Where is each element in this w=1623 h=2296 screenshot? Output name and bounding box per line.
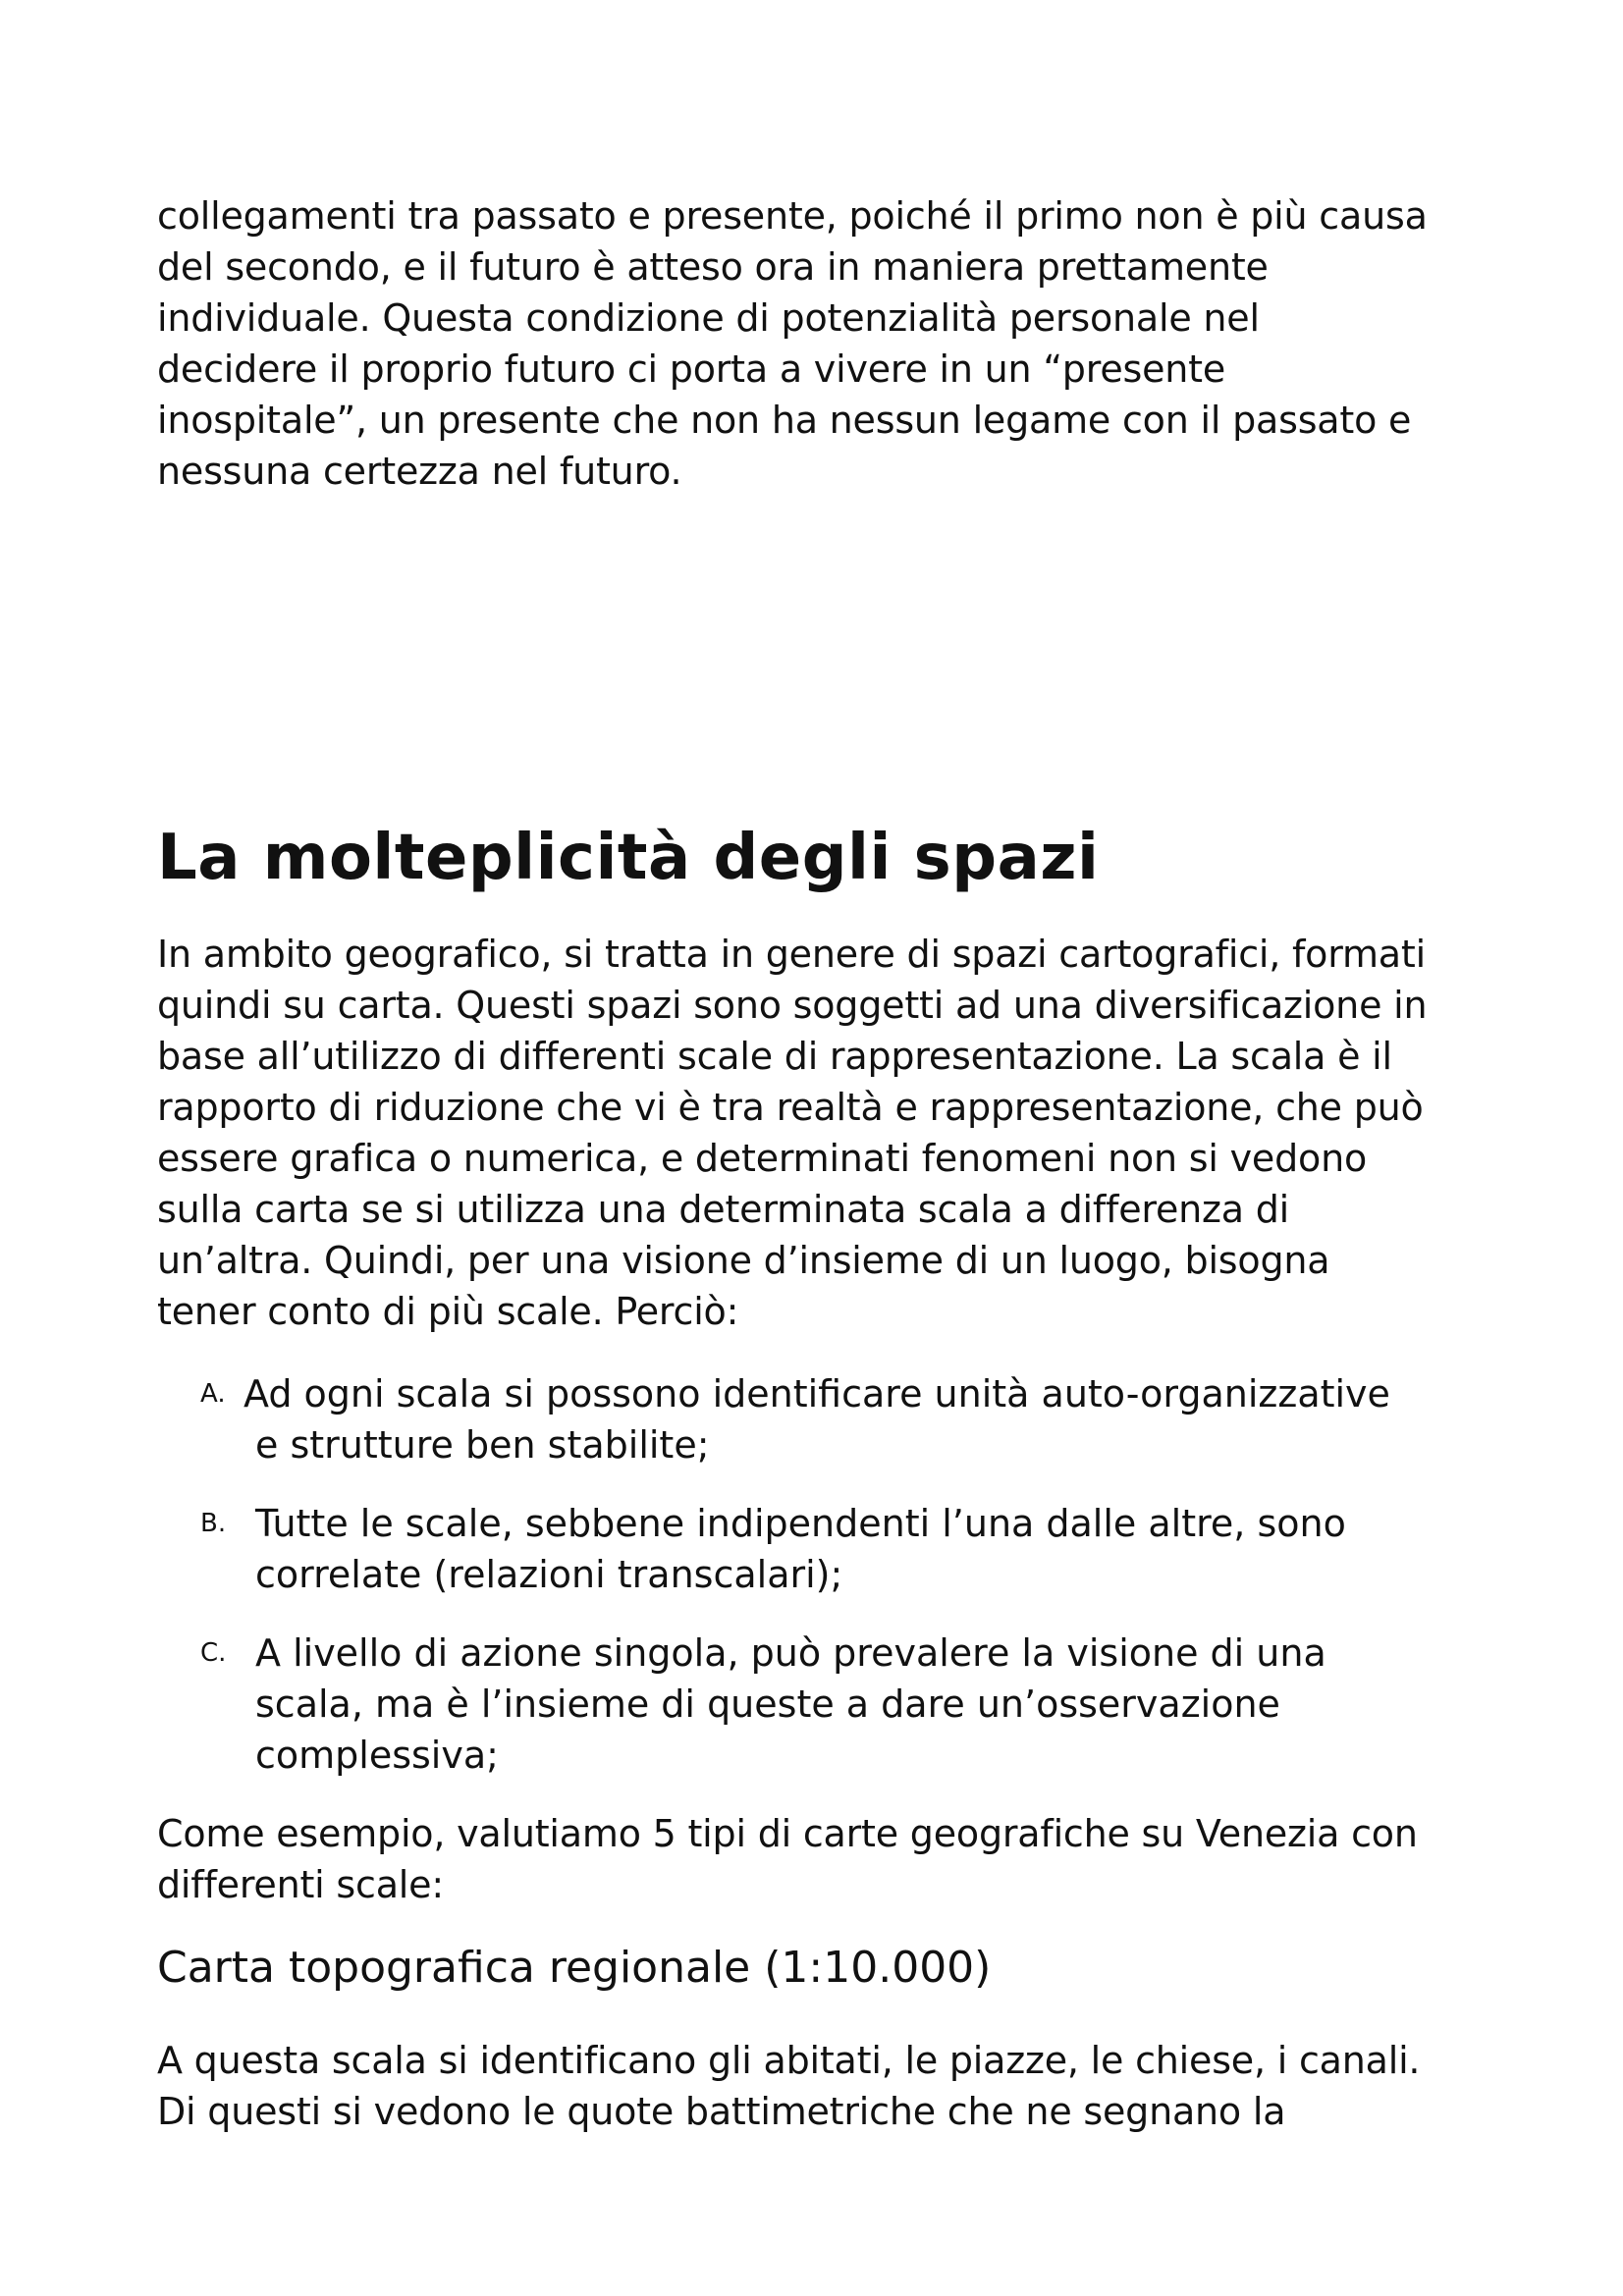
- paragraph-example: [157, 1808, 1492, 1910]
- text-line: In ambito geografico, si tratta in genere di spazi cartografici, formati: [157, 933, 1426, 976]
- list-item-text: [243, 1368, 1390, 1470]
- text-line: Come esempio, valutiamo 5 tipi di carte geografiche su Venezia con: [157, 1812, 1418, 1855]
- text-line: del secondo, e il futuro è atteso ora in maniera prettamente: [157, 245, 1269, 289]
- text-line: A livello di azione singola, può prevalere la visione di una: [255, 1631, 1326, 1675]
- text-line: decidere il proprio futuro ci porta a vivere in un “presente: [157, 347, 1226, 391]
- text-line: scala, ma è l’insieme di queste a dare un’osservazione: [255, 1682, 1280, 1726]
- list-marker: C.: [200, 1638, 227, 1668]
- subsection-heading: Carta topografica regionale (1:10.000): [157, 1943, 992, 1993]
- paragraph-scales: [157, 929, 1492, 1337]
- text-line: correlate (relazioni transcalari);: [255, 1553, 843, 1596]
- text-line: e strutture ben stabilite;: [255, 1423, 710, 1467]
- paragraph-intro-continuation: [157, 190, 1492, 497]
- list-item-text: [255, 1628, 1326, 1781]
- list-item-text: [255, 1498, 1346, 1600]
- paragraph-topographic: [157, 2035, 1492, 2137]
- list-marker: A.: [200, 1379, 226, 1409]
- text-line: Di questi si vedono le quote battimetriche che ne segnano la: [157, 2090, 1286, 2133]
- list-marker: B.: [200, 1509, 227, 1538]
- text-line: differenti scale:: [157, 1863, 444, 1906]
- text-line: inospitale”, un presente che non ha nessun legame con il passato e: [157, 399, 1412, 442]
- text-line: tener conto di più scale. Perciò:: [157, 1290, 739, 1333]
- text-line: base all’utilizzo di differenti scale di rappresentazione. La scala è il: [157, 1035, 1392, 1078]
- text-line: A questa scala si identificano gli abitati, le piazze, le chiese, i canali.: [157, 2039, 1421, 2082]
- text-line: nessuna certezza nel futuro.: [157, 450, 682, 493]
- text-line: rapporto di riduzione che vi è tra realtà e rappresentazione, che può: [157, 1086, 1424, 1129]
- text-line: quindi su carta. Questi spazi sono soggetti ad una diversificazione in: [157, 984, 1428, 1027]
- section-heading: La molteplicità degli spazi: [157, 822, 1100, 894]
- text-line: Tutte le scale, sebbene indipendenti l’una dalle altre, sono: [255, 1502, 1346, 1545]
- text-line: un’altra. Quindi, per una visione d’insieme di un luogo, bisogna: [157, 1239, 1330, 1282]
- text-line: individuale. Questa condizione di potenzialità personale nel: [157, 296, 1260, 340]
- text-line: Ad ogni scala si possono identificare unità auto-organizzative: [243, 1372, 1390, 1415]
- text-line: complessiva;: [255, 1734, 499, 1777]
- text-line: essere grafica o numerica, e determinati fenomeni non si vedono: [157, 1137, 1368, 1180]
- text-line: sulla carta se si utilizza una determinata scala a differenza di: [157, 1188, 1290, 1231]
- text-line: collegamenti tra passato e presente, poiché il primo non è più causa: [157, 194, 1428, 238]
